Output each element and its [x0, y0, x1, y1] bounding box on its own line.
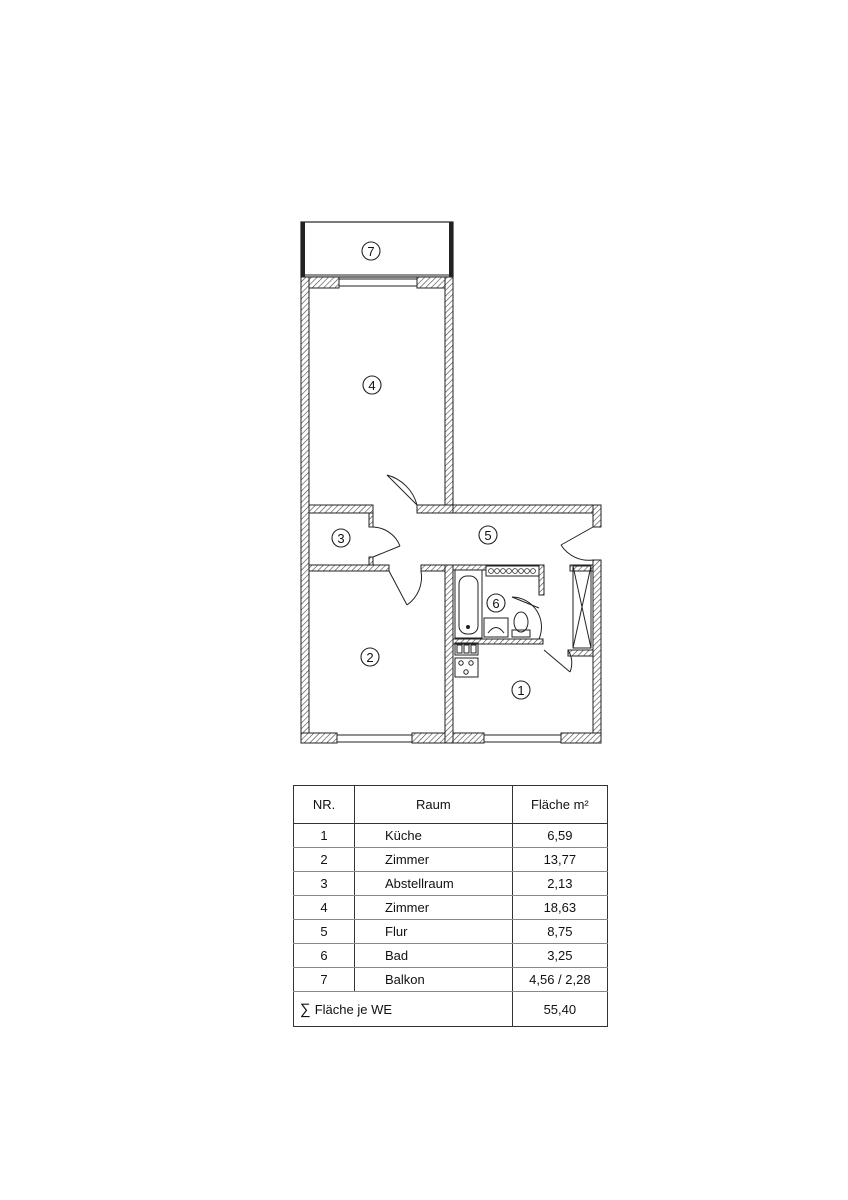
room-marker-4 — [363, 376, 381, 394]
row-nr: 2 — [294, 848, 355, 872]
kitchen-stove — [455, 643, 478, 677]
row-room: Küche — [355, 824, 513, 848]
table-row — [294, 944, 608, 968]
svg-text:6: 6 — [492, 596, 500, 611]
row-nr: 1 — [294, 824, 355, 848]
svg-text:3: 3 — [337, 531, 345, 546]
table-row — [294, 896, 608, 920]
room-marker-7 — [362, 242, 380, 260]
svg-text:4: 4 — [368, 378, 376, 393]
row-nr: 3 — [294, 872, 355, 896]
svg-text:2: 2 — [366, 650, 374, 665]
total-label: Fläche je WE — [314, 1001, 393, 1017]
room-marker-1 — [512, 681, 530, 699]
row-nr: 4 — [294, 896, 355, 920]
table-row — [294, 872, 608, 896]
table-row — [294, 848, 608, 872]
room-marker-6 — [487, 594, 505, 612]
table-row — [294, 920, 608, 944]
row-room: Zimmer — [355, 848, 513, 872]
row-area: 18,63 — [512, 896, 607, 920]
header-room: Raum — [355, 786, 513, 824]
row-nr: 5 — [294, 920, 355, 944]
wardrobe — [573, 566, 591, 648]
row-area: 3,25 — [512, 944, 607, 968]
total-value: 55,40 — [512, 992, 607, 1027]
table-header-row — [294, 786, 608, 824]
toilet — [512, 612, 530, 637]
svg-text:5: 5 — [484, 528, 492, 543]
row-area: 4,56 / 2,28 — [512, 968, 607, 992]
room-marker-5 — [479, 526, 497, 544]
row-area: 6,59 — [512, 824, 607, 848]
svg-text:7: 7 — [367, 244, 375, 259]
row-room: Flur — [355, 920, 513, 944]
row-room: Balkon — [355, 968, 513, 992]
row-room: Zimmer — [355, 896, 513, 920]
row-area: 13,77 — [512, 848, 607, 872]
table-row — [294, 824, 608, 848]
balcony — [301, 222, 453, 277]
table-row — [294, 968, 608, 992]
room-area-table — [293, 785, 608, 1027]
svg-text:1: 1 — [517, 683, 525, 698]
header-nr: NR. — [294, 786, 355, 824]
row-room: Abstellraum — [355, 872, 513, 896]
row-area: 2,13 — [512, 872, 607, 896]
washbasin — [484, 618, 508, 637]
row-room: Bad — [355, 944, 513, 968]
row-area: 8,75 — [512, 920, 607, 944]
interior-walls — [309, 505, 593, 743]
header-area: Fläche m² — [512, 786, 607, 824]
total-label-cell — [294, 992, 513, 1027]
bathtub — [455, 570, 482, 638]
row-nr: 6 — [294, 944, 355, 968]
room-marker-3 — [332, 529, 350, 547]
sigma-icon: ∑ — [300, 1000, 311, 1018]
row-nr: 7 — [294, 968, 355, 992]
table-total-row — [294, 992, 608, 1027]
room-marker-2 — [361, 648, 379, 666]
